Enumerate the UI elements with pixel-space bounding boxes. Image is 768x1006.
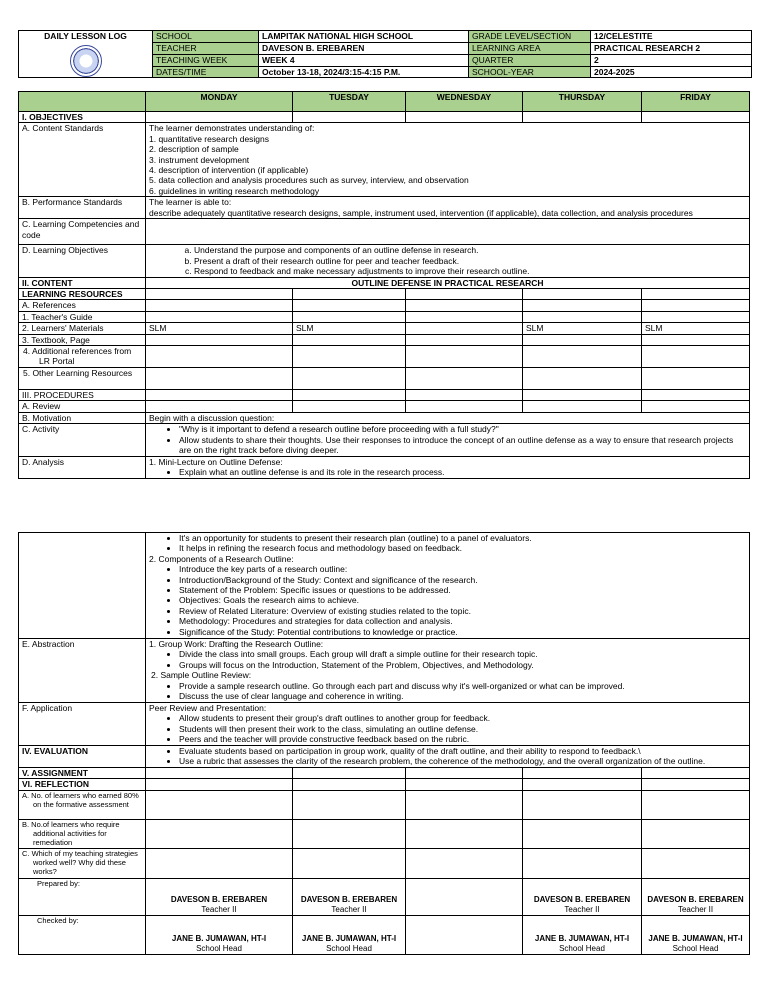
learning-objectives-text — [146, 245, 750, 277]
lesson-table-page1 — [18, 91, 750, 479]
learning-area-label: LEARNING AREA — [469, 42, 591, 54]
dates-value: October 13-18, 2024/3:15-4:15 P.M. — [259, 66, 469, 78]
analysis-label: D. Analysis — [19, 456, 146, 478]
week-value: WEEK 4 — [259, 54, 469, 66]
competencies-label: C. Learning Competencies and code — [19, 219, 146, 245]
reflection-c-label: C. Which of my teaching strategies worked well? Why did these works? — [19, 848, 146, 878]
abstraction-item: • Provide a sample research outline. Go through each part and discuss why it's well-organized or what can be improved. — [179, 681, 746, 691]
quarter-value: 2 — [591, 54, 752, 66]
analysis-cont-text: • It's an opportunity for students to present their research plan (outline) to a panel of evaluators. • It helps in refining the research focus and methodology based on feedback. 2. Components of a Research Outline: • Introduce the key parts of a research outline: • Introduction/Background of the Study: Context and significance of the research. • Statement of the Problem: Specific issues or questions to be addressed. • Objectives: Goals the research aims to achieve. • Review of Related Literature: Overview of existing studies related to the topic. • Methodology: Procedures and strategies for data collection and analysis. • Significance of the Study: Potential contributions to knowledge or practice. — [146, 533, 750, 639]
lm-friday: SLM — [642, 323, 750, 334]
application-label: F. Application — [19, 703, 146, 746]
prepared-friday: DAVESON B. EREBAREN Teacher II — [642, 878, 750, 915]
reflection-a-label: A. No. of learners who earned 80% on the formative assessment — [19, 790, 146, 819]
cs-item: 5. data collection and analysis procedures such as survey, interview, and observation — [149, 175, 469, 186]
objectives-heading: I. OBJECTIVES — [19, 112, 146, 123]
objective-item: c. Respond to feedback and make necessary adjustments to improve their research outline. — [194, 266, 746, 276]
dll-title-cell — [19, 31, 153, 78]
school-year-value: 2024-2025 — [591, 66, 752, 78]
day-wednesday: WEDNESDAY — [406, 92, 523, 112]
objective-item: a. Understand the purpose and components of an outline defense in research. — [194, 245, 746, 255]
component-item: • Significance of the Study: Potential contributions to knowledge or practice. — [179, 627, 746, 637]
procedures-heading: III. PROCEDURES — [19, 390, 146, 401]
teachers-guide-label: 1. Teacher's Guide — [19, 311, 146, 322]
review-label: A. Review — [19, 401, 146, 412]
activity-label: C. Activity — [19, 424, 146, 456]
analysis-item: • It helps in refining the research focus and methodology based on feedback. — [179, 543, 746, 553]
checked-tuesday: JANE B. JUMAWAN, HT-I School Head — [293, 915, 406, 954]
checked-friday: JANE B. JUMAWAN, HT-I School Head — [642, 915, 750, 954]
prepared-thursday: DAVESON B. EREBAREN Teacher II — [523, 878, 642, 915]
quarter-label: QUARTER — [469, 54, 591, 66]
analysis-item: • It's an opportunity for students to present their research plan (outline) to a panel of evaluators. — [179, 533, 746, 543]
dates-label: DATES/TIME — [153, 66, 259, 78]
evaluation-item: • Use a rubric that assesses the clarity of the research problem, the coherence of the methodology, and the overall organization of the outline. — [179, 756, 746, 766]
day-monday: MONDAY — [146, 92, 293, 112]
activity-item: • Allow students to share their thoughts. Use their responses to introduce the concept of an outline defense as a way to ensure that research projects are on the right track before diving deeper. — [179, 435, 746, 456]
learning-objectives-label: D. Learning Objectives — [19, 245, 146, 277]
cs-item: 2. description of sample — [149, 144, 239, 155]
grade-label: GRADE LEVEL/SECTION — [469, 31, 591, 43]
checked-by-label: Checked by: — [19, 915, 146, 954]
application-text: Peer Review and Presentation: • Allow students to present their group's draft outlines to another group for feedback. • Students will then present their work to the class, simulating an outline defense. • Peers and the teacher will provide constructive feedback based on the rubric. — [146, 703, 750, 746]
school-year-label: SCHOOL-YEAR — [469, 66, 591, 78]
component-item: • Methodology: Procedures and strategies for data collection and analysis. — [179, 616, 746, 626]
abstraction-label: E. Abstraction — [19, 639, 146, 703]
references-label: A. References — [19, 300, 146, 311]
component-item: • Objectives: Goals the research aims to achieve. — [179, 595, 746, 605]
other-resources-label: 5. Other Learning Resources — [19, 368, 146, 390]
content-heading: II. CONTENT — [19, 277, 146, 288]
school-value: LAMPITAK NATIONAL HIGH SCHOOL — [259, 31, 469, 43]
day-thursday: THURSDAY — [523, 92, 642, 112]
analysis-cont-label — [19, 533, 146, 639]
component-item: • Statement of the Problem: Specific issues or questions to be addressed. — [179, 585, 746, 595]
checked-thursday: JANE B. JUMAWAN, HT-I School Head — [523, 915, 642, 954]
application-item: • Allow students to present their group's draft outlines to another group for feedback. — [179, 713, 746, 723]
component-item: • Introduce the key parts of a research outline: — [179, 564, 746, 574]
cs-item: 1. quantitative research designs — [149, 133, 270, 144]
analysis-text: 1. Mini-Lecture on Outline Defense: • Explain what an outline defense is and its role in the research process. — [146, 456, 750, 478]
component-item: • Introduction/Background of the Study: Context and significance of the research. — [179, 575, 746, 585]
motivation-text: Begin with a discussion question: — [146, 412, 750, 423]
learning-area-value: PRACTICAL RESEARCH 2 — [591, 42, 752, 54]
performance-label: B. Performance Standards — [19, 197, 146, 219]
motivation-label: B. Motivation — [19, 412, 146, 423]
performance-text: The learner is able to: describe adequately quantitative research designs, sample, instrument used, intervention (if applicable), data collection, and analysis procedures — [146, 197, 750, 219]
grade-value: 12/CELESTITE — [591, 31, 752, 43]
objective-item: b. Present a draft of their research outline for peer and teacher feedback. — [194, 256, 746, 266]
prepared-monday: DAVESON B. EREBAREN Teacher II — [146, 878, 293, 915]
evaluation-item: • Evaluate students based on participation in group work, quality of the draft outline, and their ability to respond to feedback.\ — [179, 746, 746, 756]
learners-materials-label: 2. Learners' Materials — [19, 323, 146, 334]
checked-monday: JANE B. JUMAWAN, HT-I School Head — [146, 915, 293, 954]
deped-seal-icon — [70, 45, 102, 77]
evaluation-text — [146, 746, 750, 768]
additional-references-label: 4. Additional references from LR Portal — [19, 346, 146, 368]
reflection-b-label: B. No.of learners who require additional activities for remediation — [19, 819, 146, 848]
abstraction-item: • Divide the class into small groups. Each group will draft a simple outline for their research topic. — [179, 649, 746, 659]
evaluation-heading: IV. EVALUATION — [19, 746, 146, 768]
content-value: OUTLINE DEFENSE IN PRACTICAL RESEARCH — [146, 277, 750, 288]
header-table — [18, 30, 752, 78]
cs-item: 4. description of intervention (if applicable) — [149, 165, 309, 176]
competencies-text — [146, 219, 750, 245]
component-item: • Review of Related Literature: Overview of existing studies related to the topic. — [179, 606, 746, 616]
lm-monday: SLM — [146, 323, 293, 334]
lm-thursday: SLM — [523, 323, 642, 334]
lesson-table-page2 — [18, 532, 750, 955]
school-label: SCHOOL — [153, 31, 259, 43]
application-item: • Students will then present their work to the class, simulating an outline defense. — [179, 724, 746, 734]
abstraction-item: • Discuss the use of clear language and coherence in writing. — [179, 691, 746, 701]
assignment-heading: V. ASSIGNMENT — [19, 768, 146, 779]
day-friday: FRIDAY — [642, 92, 750, 112]
abstraction-item: • Groups will focus on the Introduction, Statement of the Problem, Objectives, and Methodology. — [179, 660, 746, 670]
teacher-label: TEACHER — [153, 42, 259, 54]
teacher-value: DAVESON B. EREBAREN — [259, 42, 469, 54]
content-standards-text: The learner demonstrates understanding of: 1. quantitative research designs 2. description of sample 3. instrument development 4. description of intervention (if applicable) 5. data collection and analysis procedures such as survey, interview, and observation 6. guidelines in writing research methodology — [146, 123, 750, 197]
activity-text — [146, 424, 750, 456]
week-label: TEACHING WEEK — [153, 54, 259, 66]
reflection-heading: VI. REFLECTION — [19, 779, 146, 790]
abstraction-text: 1. Group Work: Drafting the Research Outline: • Divide the class into small groups. Each group will draft a simple outline for their research topic. • Groups will focus on the Introduction, Statement of the Problem, Objectives, and Methodology. 2. Sample Outline Review: • Provide a sample research outline. Go through each part and discuss why it's well-organized or what can be improved. • Discuss the use of clear language and coherence in writing. — [146, 639, 750, 703]
cs-item: 6. guidelines in writing research methodology — [149, 185, 320, 196]
dll-title: DAILY LESSON LOG — [44, 31, 127, 41]
application-item: • Peers and the teacher will provide constructive feedback based on the rubric. — [179, 734, 746, 744]
analysis-item: • Explain what an outline defense is and its role in the research process. — [179, 467, 746, 477]
activity-item: • "Why is it important to defend a research outline before proceeding with a full study?" — [179, 424, 746, 434]
prepared-tuesday: DAVESON B. EREBAREN Teacher II — [293, 878, 406, 915]
textbook-label: 3. Textbook, Page — [19, 334, 146, 345]
days-corner — [19, 92, 146, 112]
lm-tuesday: SLM — [293, 323, 406, 334]
content-standards-label: A. Content Standards — [19, 123, 146, 197]
cs-item: 3. instrument development — [149, 154, 250, 165]
prepared-by-label: Prepared by: — [19, 878, 146, 915]
learning-resources-heading: LEARNING RESOURCES — [19, 289, 146, 300]
day-tuesday: TUESDAY — [293, 92, 406, 112]
